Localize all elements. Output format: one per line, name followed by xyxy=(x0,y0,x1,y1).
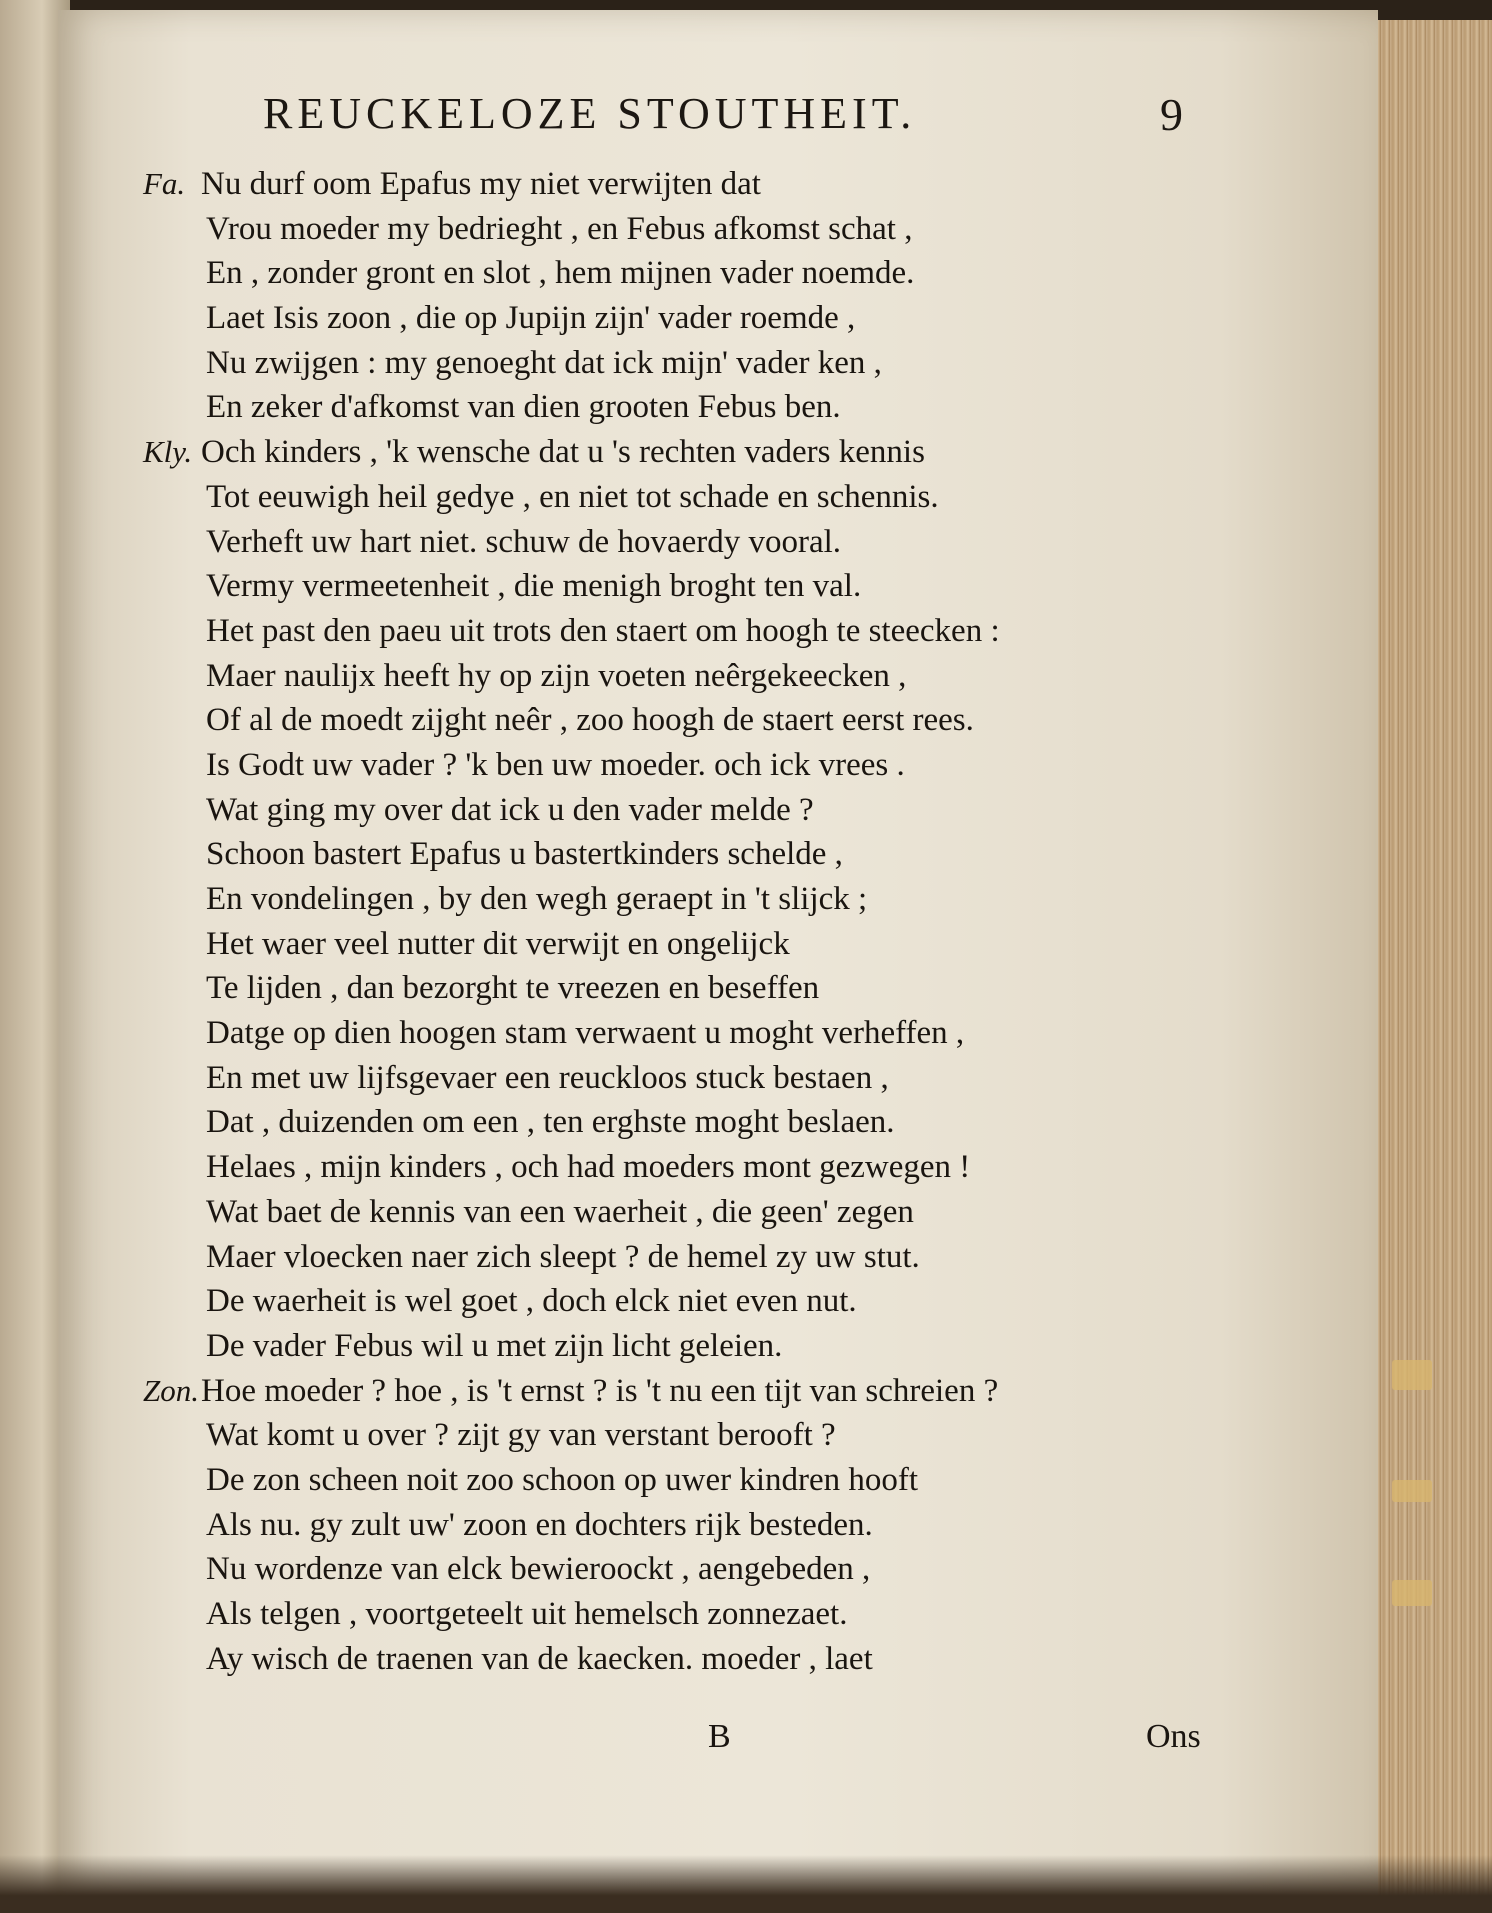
verse-line-text: Het waer veel nutter dit verwijt en ongelijck xyxy=(206,925,790,962)
verse-line-text: Tot eeuwigh heil gedye , en niet tot schade en schennis. xyxy=(206,478,939,515)
verse-line xyxy=(98,475,1358,520)
page-number: 9 xyxy=(1160,89,1183,140)
verse-line xyxy=(98,296,1358,341)
verse-line-text: Maer naulijx heeft hy op zijn voeten neêrgekeecken , xyxy=(206,657,907,694)
verse-line-text: Als nu. gy zult uw' zoon en dochters rijk besteden. xyxy=(206,1506,873,1543)
running-head: REUCKELOZE STOUTHEIT. xyxy=(263,89,917,138)
verse-line-text: Wat komt u over ? zijt gy van verstant berooft ? xyxy=(206,1417,836,1454)
verse-line-text: Nu zwijgen : my genoeght dat ick mijn' vader ken , xyxy=(206,344,882,381)
verse-line-text: En met uw lijfsgevaer een reuckloos stuck bestaen , xyxy=(206,1059,889,1096)
verse-line-text: Nu durf oom Epafus my niet verwijten dat xyxy=(201,166,761,202)
verse-line-text: De waerheit is wel goet , doch elck niet even nut. xyxy=(206,1283,857,1320)
verse-line-text: De vader Febus wil u met zijn licht geleien. xyxy=(206,1327,783,1364)
verse-line xyxy=(98,162,1358,207)
verse-line xyxy=(98,877,1358,922)
verse-line-text: Och kinders , 'k wensche dat u 's rechten vaders kennis xyxy=(201,434,925,471)
verse-line-text: Of al de moedt zijght neêr , zoo hoogh de staert eerst rees. xyxy=(206,702,974,739)
verse-line xyxy=(98,743,1358,788)
verse-line xyxy=(98,1324,1358,1369)
verse-line xyxy=(98,1503,1358,1548)
verse-line xyxy=(98,1279,1358,1324)
verse-text xyxy=(98,162,1358,1681)
verse-line xyxy=(98,385,1358,430)
verse-line xyxy=(98,922,1358,967)
verse-line-text: En zeker d'afkomst van dien grooten Febus ben. xyxy=(206,389,841,426)
speaker-label: Zon. xyxy=(143,1372,199,1408)
verse-line xyxy=(98,1637,1358,1682)
verse-line xyxy=(98,207,1358,252)
verse-line-text: De zon scheen noit zoo schoon op uwer kindren hooft xyxy=(206,1461,919,1498)
verse-line-text: Hoe moeder ? hoe , is 't ernst ? is 't nu een tijt van schreien ? xyxy=(201,1372,999,1409)
verse-line xyxy=(98,788,1358,833)
verse-line xyxy=(98,832,1358,877)
verse-line xyxy=(98,1592,1358,1637)
signature-mark: B xyxy=(708,1718,731,1755)
verse-line xyxy=(98,1145,1358,1190)
verse-line-text: Nu wordenze van elck bewieroockt , aengebeden , xyxy=(206,1551,871,1588)
verse-line-text: Laet Isis zoon , die op Jupijn zijn' vader roemde , xyxy=(206,300,856,337)
verse-line xyxy=(98,520,1358,565)
verse-line xyxy=(98,1413,1358,1458)
verse-line xyxy=(98,1011,1358,1056)
book-page xyxy=(58,10,1378,1900)
verse-line xyxy=(98,564,1358,609)
verse-line-text: Datge op dien hoogen stam verwaent u moght verheffen , xyxy=(206,1015,965,1052)
verse-line xyxy=(98,251,1358,296)
verse-line xyxy=(98,966,1358,1011)
catchword: Ons xyxy=(1146,1718,1201,1755)
bottom-shadow xyxy=(0,1855,1492,1913)
verse-line-text: Wat ging my over dat ick u den vader melde ? xyxy=(206,791,814,828)
verse-line xyxy=(98,1369,1358,1414)
verse-line xyxy=(98,609,1358,654)
verse-line-text: En vondelingen , by den wegh geraept in 't slijck ; xyxy=(206,881,868,917)
verse-line xyxy=(98,1056,1358,1101)
verse-line xyxy=(98,341,1358,386)
verse-line-text: Te lijden , dan bezorght te vreezen en beseffen xyxy=(206,970,820,1007)
verse-line xyxy=(98,1547,1358,1592)
verse-line xyxy=(98,430,1358,475)
verse-line-text: Helaes , mijn kinders , och had moeders mont gezwegen ! xyxy=(206,1149,971,1186)
speaker-label: Fa. xyxy=(143,166,186,201)
verse-line-text: Wat baet de kennis van een waerheit , die geen' zegen xyxy=(206,1193,914,1230)
verse-line xyxy=(98,1190,1358,1235)
verse-line xyxy=(98,698,1358,743)
verse-line-text: Is Godt uw vader ? 'k ben uw moeder. och ick vrees . xyxy=(206,746,905,783)
verse-line xyxy=(98,1100,1358,1145)
verse-line-text: Verheft uw hart niet. schuw de hovaerdy vooral. xyxy=(206,523,842,560)
book-fore-edge xyxy=(1370,20,1492,1900)
verse-line xyxy=(98,654,1358,699)
verse-line-text: Als telgen , voortgeteelt uit hemelsch zonnezaet. xyxy=(206,1596,848,1632)
verse-line-text: Het past den paeu uit trots den staert om hoogh te steecken : xyxy=(206,612,1000,649)
verse-line-text: Maer vloecken naer zich sleept ? de hemel zy uw stut. xyxy=(206,1238,920,1275)
verse-line xyxy=(98,1458,1358,1503)
verse-line xyxy=(98,1235,1358,1280)
verse-line-text: Vrou moeder my bedrieght , en Febus afkomst schat , xyxy=(206,210,913,247)
page-footer xyxy=(58,1718,1378,1768)
verse-line-text: Schoon bastert Epafus u bastertkinders schelde , xyxy=(206,836,843,873)
verse-line-text: Vermy vermeetenheit , die menigh broght ten val. xyxy=(206,568,862,605)
page-header xyxy=(58,88,1378,148)
verse-line-text: Dat , duizenden om een , ten erghste moght beslaen. xyxy=(206,1104,895,1141)
speaker-label: Kly. xyxy=(143,434,193,470)
verse-line-text: Ay wisch de traenen van de kaecken. moeder , laet xyxy=(206,1640,873,1677)
verse-line-text: En , zonder gront en slot , hem mijnen vader noemde. xyxy=(206,255,915,292)
